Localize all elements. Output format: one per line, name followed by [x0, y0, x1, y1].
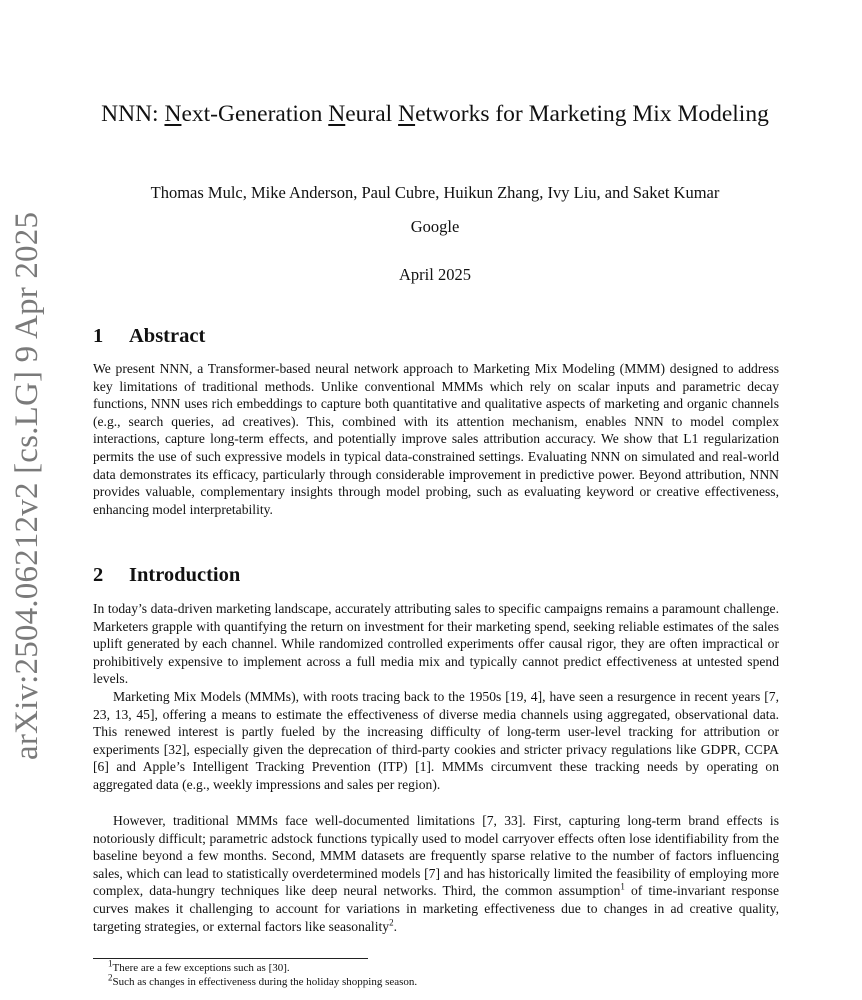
footnote-divider [93, 958, 368, 959]
section-title: Abstract [129, 325, 206, 347]
arxiv-identifier: arXiv:2504.06212v2 [cs.LG] 9 Apr 2025 [9, 211, 45, 760]
abstract-paragraph: We present NNN, a Transformer-based neural network approach to Marketing Mix Modeling (MMM) designed to address key limitations of traditional methods. Unlike conventional MMMs which rely on scalar inputs and parametric decay functions, NNN uses rich embeddings to capture both quantitative and qualitative aspects of marketing and organic channels (e.g., search queries, ad creatives). This, combined with its attention mechanism, enables NNN to model complex interactions, capture long-term effects, and potentially improve sales attribution accuracy. We show that L1 regularization permits the use of such expressive models in typical data-constrained settings. Evaluating NNN on simulated and real-world data demonstrates its efficacy, particularly through considerable improvement in predictive power. Beyond attribution, NNN provides valuable, complementary insights through model probing, such as evaluating keyword or creative effectiveness, enhancing model interpretability. [93, 361, 779, 517]
section-heading-abstract [93, 323, 205, 349]
section-number: 1 [93, 325, 104, 347]
section-heading-introduction [93, 562, 240, 588]
section-title: Introduction [129, 564, 241, 586]
author-list: Thomas Mulc, Mike Anderson, Paul Cubre, Huikun Zhang, Ivy Liu, and Saket Kumar [150, 183, 720, 202]
footnote-ref-1[interactable]: 1 [620, 881, 625, 892]
footnote-ref-2[interactable]: 2 [389, 917, 394, 928]
paper-title: NNN: Next-Generation Neural Networks for Marketing Mix Modeling [101, 101, 769, 127]
intro-paragraph-1: In today’s data-driven marketing landscape, accurately attributing sales to specific campaigns remains a paramount challenge. Marketers grapple with quantifying the return on investment for their marketing spend, seeking reliable estimates of the sales uplift generated by each channel. While randomized controlled experiments offer causal rigor, they are often impractical or prohibitively expensive to implement across a full media mix and typically cannot predict effectiveness at untested spend levels. [93, 601, 779, 687]
intro-paragraph-2: Marketing Mix Models (MMMs), with roots tracing back to the 1950s [19, 4], have seen a resurgence in recent years [7, 23, 13, 45], offering a means to estimate the effectiveness of diverse media channels using aggregated, observational data. This renewed interest is partly fueled by the increasing difficulty of long-term user-level tracking for attribution or experiments [32], especially given the deprecation of third-party cookies and stricter privacy regulations like GDPR, CCPA [6] and Apple’s Intelligent Tracking Prevention (ITP) [1]. MMMs circumvent these tracking needs by operating on aggregated data (e.g., weekly impressions and sales per region). [93, 689, 779, 792]
footnote-1: $^1$There are a few exceptions such as [30]. [108, 958, 290, 974]
affiliation: Google [410, 217, 460, 236]
section-number: 2 [93, 564, 104, 586]
intro-paragraph-3: However, traditional MMMs face well-documented limitations [7, 33]. First, capturing long-term brand effects is notoriously difficult; parametric adstock functions typically used to model carryover effects often lose identifiability from the baseline beyond a few months. Second, MMM datasets are frequently sparse relative to the number of factors influencing sales, which can lead to statistically overdetermined models [7] and has historically limited the feasibility of employing more complex, data-hungry techniques like deep neural networks. Third, the common assumption$^1$ of time-invariant response curves makes it challenging to account for variations in marketing effectiveness due to changes in ad creative quality, targeting strategies, or external factors like seasonality$^2$. [93, 813, 779, 934]
footnote-2: $^2$Such as changes in effectiveness during the holiday shopping season. [108, 972, 418, 988]
publication-date: April 2025 [399, 265, 471, 284]
